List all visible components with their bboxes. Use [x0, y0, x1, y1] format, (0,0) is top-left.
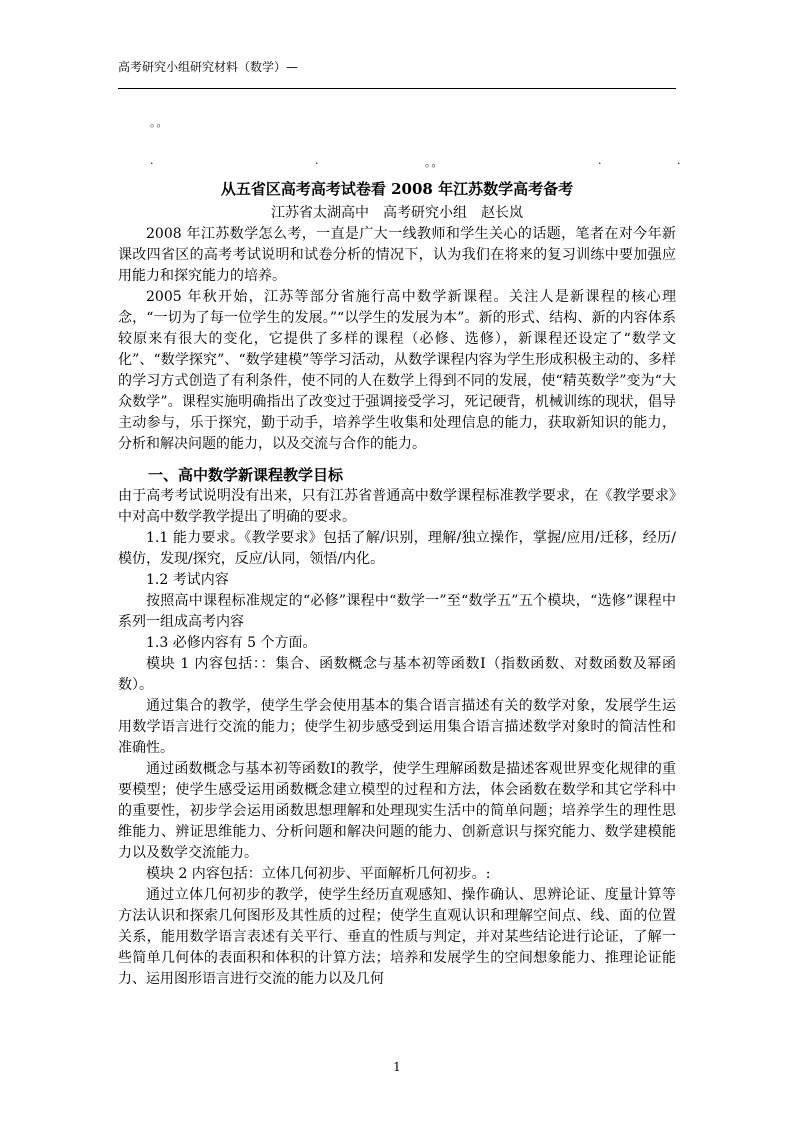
paragraph-exam-content-heading: 1.2 考试内容 [146, 572, 229, 588]
paragraph-module-1: 模块 1 内容包括：：集合、函数概念与基本初等函数Ⅰ（指数函数、对数函数及幂函数）。 [118, 656, 676, 693]
paragraph-sets: 通过集合的教学，使学生学会使用基本的集合语言描述有关的数学对象，发展学生运用数学语言进行交流的能力；使学生初步感受到运用集合语言描述数学对象时的简洁性和准确性。 [118, 698, 676, 756]
stray-marks-top: 。。 [150, 116, 169, 129]
stray-mark-a: . [150, 154, 155, 167]
header-rule [118, 88, 676, 89]
stray-mark-d: . [598, 154, 603, 167]
running-header: 高考研究小组研究材料（数学）— [118, 60, 299, 74]
paragraph-geometry: 通过立体几何初步的教学，使学生经历直观感知、操作确认、思辨论证、度量计算等方法认识和探索几何图形及其性质的过程；使学生直观认识和理解空间点、线、面的位置关系，能用数学语言表述有关平行、垂直的性质与判定，并对某些结论进行论证，了解一些简单几何体的表面积和体积的计算方法；培养和发展学生的空间想象能力、推理论证能力、运用图形语言进行交流的能力以及几何 [118, 887, 676, 987]
section-heading: 一、高中数学新课程教学目标 [148, 466, 344, 484]
paragraph-ability: 1.1 能力要求。《教学要求》包括了解/识别，理解/独立操作，掌握/应用/迁移，经历/模仿，发现/探究，反应/认同，领悟/内化。 [118, 530, 676, 567]
stray-mark-c: 。。 [425, 156, 444, 169]
paragraph-functions: 通过函数概念与基本初等函数Ⅰ的教学，使学生理解函数是描述客观世界变化规律的重要模型；使学生感受运用函数概念建立模型的过程和方法，体会函数在数学和其它学科中的重要性，初步学会运用函数思想理解和处理现实生活中的简单问题；培养学生的理性思维能力、辨证思维能力、分析问题和解决问题的能力、创新意识与探究能力、数学建模能力以及数学交流能力。 [118, 761, 676, 861]
paragraph-exam-content: 按照高中课程标准规定的“必修”课程中“数学一”至“数学五”五个模块，“选修”课程中系列一组成高考内容 [118, 593, 676, 630]
stray-mark-b: . [315, 154, 320, 167]
document-title: 从五省区高考高考试卷看 2008 年江苏数学高考备考 [220, 180, 574, 198]
document-body [118, 224, 676, 990]
paragraph-requirements: 由于高考考试说明没有出来，只有江苏省普通高中数学课程标准教学要求，在《教学要求》中对高中数学教学提出了明确的要求。 [118, 488, 676, 525]
page-number: 1 [393, 1060, 401, 1074]
author-byline: 江苏省太湖高中 高考研究小组 赵长岚 [271, 205, 523, 221]
stray-mark-e: . [677, 154, 682, 167]
paragraph-intro: 2008 年江苏数学怎么考，一直是广大一线教师和学生关心的话题，笔者在对今年新课改四省区的高考考试说明和试卷分析的情况下，认为我们在将来的复习训练中要加强应用能力和探究能力的培养。 [118, 226, 676, 284]
paragraph-module-2: 模块 2 内容包括：立体几何初步、平面解析几何初步。: [146, 866, 491, 882]
paragraph-required-content: 1.3 必修内容有 5 个方面。 [146, 635, 317, 651]
paragraph-background: 2005 年秋开始，江苏等部分省施行高中数学新课程。关注人是新课程的核心理念，“一切为了每一位学生的发展。”“以学生的发展为本”。新的形式、结构、新的内容体系较原来有很大的变化，它提供了多样的课程（必修、选修），新课程还设定了“数学文化”、“数学探究”、“数学建模”等学习活动，从数学课程内容为学生形成积极主动的、多样的学习方式创造了有利条件，使不同的人在数学上得到不同的发展，使“精英数学”变为“大众数学”。课程实施明确指出了改变过于强调接受学习，死记硬背，机械训练的现状，倡导主动参与，乐于探究，勤于动手，培养学生收集和处理信息的能力，获取新知识的能力，分析和解决问题的能力，以及交流与合作的能力。 [118, 289, 676, 452]
